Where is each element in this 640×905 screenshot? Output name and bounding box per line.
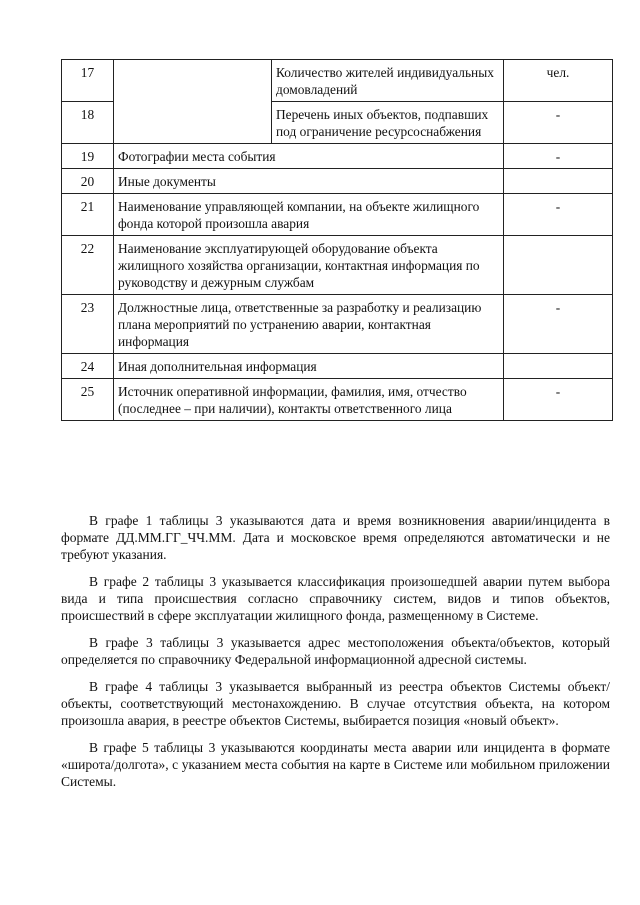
row-label: Количество жителей индивидуальных домовладений bbox=[272, 60, 504, 102]
paragraph: В графе 4 таблицы 3 указывается выбранный из реестра объектов Системы объект/объекты, соответствующий местонахождению. В случае отсутствия объекта, на котором произошла авария, в реестре объектов Системы, выбирается позиция «новый объект». bbox=[61, 679, 610, 728]
table-row bbox=[62, 60, 613, 102]
paragraph: В графе 2 таблицы 3 указывается классификация произошедшей аварии путем выбора вида и типа происшествия согласно справочнику систем, видов и типов объектов, происшествий в сфере эксплуатации жилищного фонда, размещенному в Системе. bbox=[61, 574, 610, 623]
row-value: - bbox=[504, 295, 613, 354]
row-value: - bbox=[504, 144, 613, 169]
table-row bbox=[62, 379, 613, 421]
body-text bbox=[61, 512, 610, 800]
row-number: 23 bbox=[62, 295, 114, 354]
row-label: Должностные лица, ответственные за разработку и реализацию плана мероприятий по устранению аварии, контактная информация bbox=[114, 295, 504, 354]
row-number: 19 bbox=[62, 144, 114, 169]
row-value bbox=[504, 236, 613, 295]
table-row bbox=[62, 236, 613, 295]
paragraph: В графе 3 таблицы 3 указывается адрес местоположения объекта/объектов, который определяется по справочнику Федеральной информационной адресной системы. bbox=[61, 635, 610, 667]
data-table bbox=[61, 59, 613, 421]
paragraph: В графе 1 таблицы 3 указываются дата и время возникновения аварии/инцидента в формате ДД.ММ.ГГ_ЧЧ.ММ. Дата и московское время определяются автоматически и не требуют указания. bbox=[61, 513, 610, 562]
row-label: Источник оперативной информации, фамилия, имя, отчество (последнее – при наличии), контакты ответственного лица bbox=[114, 379, 504, 421]
paragraph: В графе 5 таблицы 3 указываются координаты места аварии или инцидента в формате «широта/долгота», с указанием места события на карте в Системе или мобильном приложении Системы. bbox=[61, 740, 610, 789]
row-value bbox=[504, 169, 613, 194]
merged-empty-cell bbox=[114, 60, 272, 144]
row-value bbox=[504, 354, 613, 379]
table-row bbox=[62, 169, 613, 194]
table-row bbox=[62, 194, 613, 236]
row-number: 21 bbox=[62, 194, 114, 236]
row-value: - bbox=[504, 194, 613, 236]
row-label: Иные документы bbox=[114, 169, 504, 194]
row-number: 22 bbox=[62, 236, 114, 295]
row-value: чел. bbox=[504, 60, 613, 102]
row-number: 24 bbox=[62, 354, 114, 379]
row-label: Иная дополнительная информация bbox=[114, 354, 504, 379]
row-label: Фотографии места события bbox=[114, 144, 504, 169]
row-number: 17 bbox=[62, 60, 114, 102]
row-number: 20 bbox=[62, 169, 114, 194]
row-value: - bbox=[504, 379, 613, 421]
row-number: 18 bbox=[62, 102, 114, 144]
table-row bbox=[62, 144, 613, 169]
table-row bbox=[62, 295, 613, 354]
row-label: Перечень иных объектов, подпавших под ограничение ресурсоснабжения bbox=[272, 102, 504, 144]
row-label: Наименование эксплуатирующей оборудование объекта жилищного хозяйства организации, контактная информация по руководству и дежурным службам bbox=[114, 236, 504, 295]
row-value: - bbox=[504, 102, 613, 144]
row-number: 25 bbox=[62, 379, 114, 421]
row-label: Наименование управляющей компании, на объекте жилищного фонда которой произошла авария bbox=[114, 194, 504, 236]
table-row bbox=[62, 354, 613, 379]
